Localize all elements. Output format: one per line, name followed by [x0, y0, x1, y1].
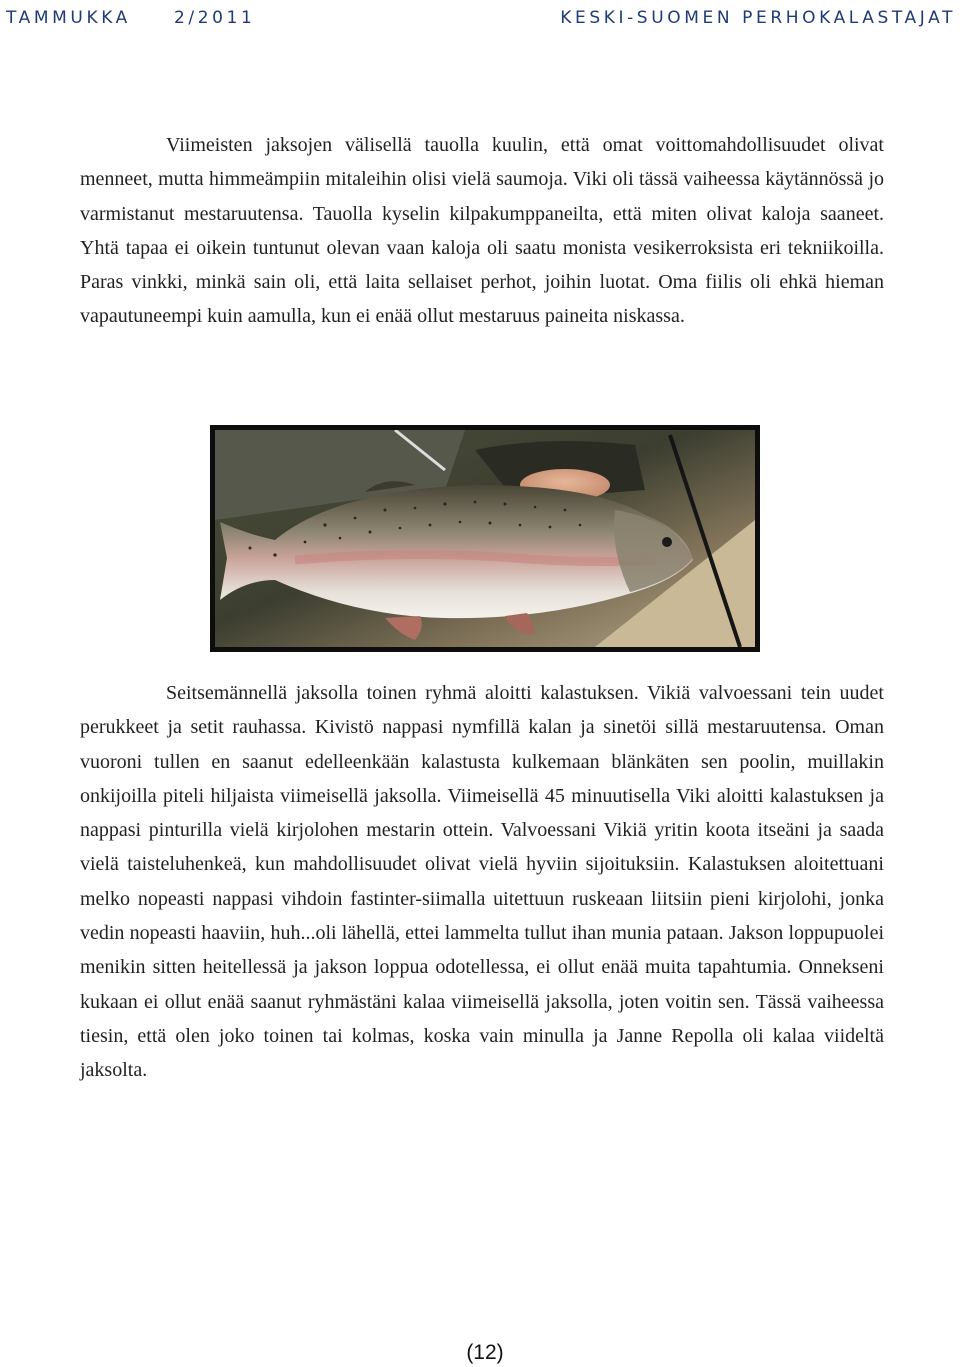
paragraph-1: [80, 128, 884, 334]
trout-photo: [210, 425, 760, 652]
paragraph-2-text: Seitsemännellä jaksolla toinen ryhmä aloitti kalastuksen. Vikiä valvoessani tein uudet perukkeet ja setit rauhassa. Kivistö nappasi nymfillä kalan ja sinetöi sillä mestaruutensa. Oman vuoroni tullen en saanut edelleenkään kalastusta kulkemaan blänkäten sen poolin, muillakin onkijoilla piteli hiljaista viimeisellä jaksolla. Viimeisellä 45 minuutisella Viki aloitti kalastuksen ja nappasi pinturilla vielä kirjolohen mestarin ottein. Valvoessani Vikiä yritin koota itseäni ja saada vielä taisteluhenkeä, kun mahdollisuudet olivat vielä hyviin sijoituksiin. Kalastuksen aloitettuani melko nopeasti nappasi vihdoin fastinter-siimalla uitettuun ruskeaan liitsiin pieni kirjolohi, jonka vedin nopeasti haaviin, huh...oli lähellä, ettei lammelta tullut ihan munia pataan. Jakson loppupuolei menikin sitten heitellessä ja jakson loppua odotellessa, ei ollut enää muita tapahtumia. Onnekseni kukaan ei ollut enää saanut ryhmästäni kalaa viimeisellä jaksolla, joten voitin sen. Tässä vaiheessa tiesin, että olen joko toinen tai kolmas, koska vain minulla ja Janne Repolla oli kalaa viideltä jaksolta.: [80, 682, 884, 1082]
paragraph-2: [80, 676, 884, 1088]
trout-photo-illustration: [215, 430, 755, 647]
page-number: (12): [466, 1341, 504, 1364]
running-header: [6, 8, 956, 34]
paragraph-1-text: Viimeisten jaksojen välisellä tauolla kuulin, että omat voittomahdollisuudet olivat menneet, mutta himmeämpiin mitaleihin olisi vielä saumoja. Viki oli tässä vaiheessa käytännössä jo varmistanut mestaruutensa. Tauolla kyselin kilpakumppaneilta, että miten olivat kaloja saaneet. Yhtä tapaa ei oikein tuntunut olevan vaan kaloja oli saatu monista vesikerroksista eri tekniikoilla. Paras vinkki, minkä sain oli, että laita sellaiset perhot, joihin luotat. Oma fiilis oli ehkä hieman vapautuneempi kuin aamulla, kun ei enää ollut mestaruus paineita niskassa.: [80, 134, 884, 328]
header-club-name: KESKI-SUOMEN PERHOKALASTAJAT: [560, 8, 956, 28]
header-issue-number: 2/2011: [174, 8, 256, 28]
header-magazine-name: TAMMUKKA: [6, 8, 131, 28]
